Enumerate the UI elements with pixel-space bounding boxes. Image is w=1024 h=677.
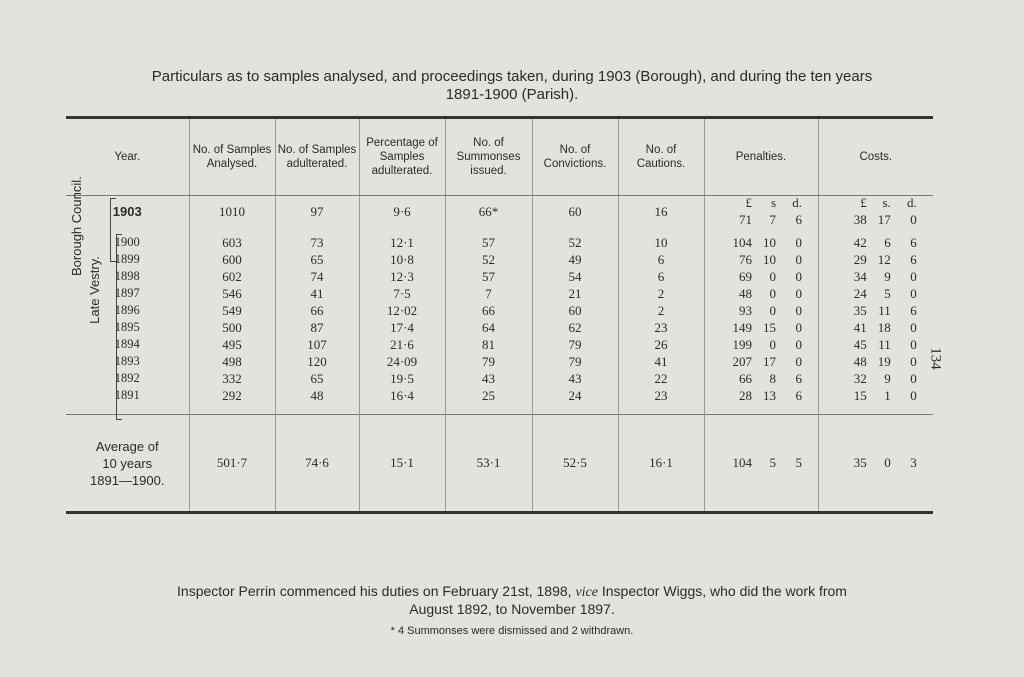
- penalty-value: [705, 370, 818, 387]
- cell-convictions: 54: [532, 268, 618, 285]
- shilling-unit: s: [770, 195, 776, 210]
- cell-penalty: [704, 268, 818, 285]
- shillings: 9: [884, 269, 891, 284]
- penalty-value: [705, 455, 818, 471]
- table-row: [66, 228, 933, 251]
- pence: 0: [795, 320, 802, 335]
- cell-penalty: [704, 228, 818, 251]
- cell-convictions: 21: [532, 285, 618, 302]
- inspector-note-line-2: August 1892, to November 1897.: [409, 601, 615, 617]
- cell-analysed: 332: [189, 370, 275, 387]
- penalty-value: [705, 336, 818, 353]
- pounds: 48: [739, 286, 752, 301]
- header-cautions: No. of Cautions.: [618, 118, 704, 196]
- header-costs: Costs.: [818, 118, 933, 196]
- cell-analysed: 549: [189, 302, 275, 319]
- average-label-line-1: Average of: [95, 438, 159, 454]
- pound-unit: £: [860, 195, 867, 210]
- pence: 5: [795, 455, 802, 470]
- cell-cautions: 6: [618, 251, 704, 268]
- year-cell: [66, 336, 189, 353]
- pence: 0: [910, 286, 917, 301]
- cell-cautions: 2: [618, 285, 704, 302]
- pounds: 66: [739, 371, 752, 386]
- year-value: 1899: [114, 252, 140, 266]
- shillings: 10: [763, 252, 776, 267]
- pence: 6: [795, 388, 802, 403]
- cell-cautions: 16·1: [618, 415, 704, 513]
- cell-cautions: 41: [618, 353, 704, 370]
- cell-adulterated: 41: [275, 285, 359, 302]
- pence: 0: [910, 388, 917, 403]
- cost-value: [819, 302, 934, 319]
- pounds: 38: [853, 212, 867, 227]
- cell-analysed: 495: [189, 336, 275, 353]
- pence: 0: [910, 354, 917, 369]
- pence: 0: [910, 269, 917, 284]
- shillings: 7: [769, 212, 776, 227]
- cost-value: [819, 268, 934, 285]
- pounds: 15: [853, 388, 867, 403]
- cell-analysed: 602: [189, 268, 275, 285]
- cost-value: [819, 455, 934, 471]
- shillings: 19: [877, 354, 891, 369]
- cell-adulterated: 74·6: [275, 415, 359, 513]
- shillings: 10: [763, 235, 776, 250]
- header-year: Year.: [66, 118, 189, 196]
- table-title: [60, 68, 964, 104]
- year-cell: [66, 319, 189, 336]
- average-label: [66, 438, 189, 489]
- cell-percentage: 16·4: [359, 387, 445, 415]
- shillings: 0: [769, 269, 776, 284]
- cell-analysed: 501·7: [189, 415, 275, 513]
- table-row: [66, 336, 933, 353]
- cell-adulterated: 48: [275, 387, 359, 415]
- cell-adulterated: 73: [275, 228, 359, 251]
- cost-units: [819, 196, 934, 210]
- cell-analysed: 603: [189, 228, 275, 251]
- cell-adulterated: 87: [275, 319, 359, 336]
- year-cell: [66, 285, 189, 302]
- penalty-value: [705, 251, 818, 268]
- shillings: 8: [769, 371, 776, 386]
- cell-penalty: [704, 302, 818, 319]
- cell-penalty: [704, 387, 818, 415]
- pence: 0: [910, 337, 917, 352]
- cell-analysed: 546: [189, 285, 275, 302]
- cell-convictions: 79: [532, 336, 618, 353]
- cost-value: [819, 234, 934, 251]
- pounds: 207: [732, 354, 752, 369]
- cell-penalty: [704, 415, 818, 513]
- year-value: 1897: [114, 286, 140, 300]
- year-cell: [66, 370, 189, 387]
- cell-percentage: 24·09: [359, 353, 445, 370]
- cell-summonses: 52: [445, 251, 532, 268]
- cost-value: [819, 319, 934, 336]
- penalty-value: [705, 212, 818, 228]
- cell-percentage: 12·1: [359, 228, 445, 251]
- cell-convictions: 60: [532, 302, 618, 319]
- cell-percentage: 21·6: [359, 336, 445, 353]
- pence: 0: [795, 269, 802, 284]
- year-value: 1900: [114, 235, 140, 249]
- pence: 6: [910, 252, 917, 267]
- cell-cautions: 26: [618, 336, 704, 353]
- average-label-line-2: 10 years: [102, 455, 153, 471]
- pence: 3: [910, 455, 917, 470]
- cell-adulterated: 120: [275, 353, 359, 370]
- pounds: 35: [853, 455, 867, 470]
- cell-percentage: 17·4: [359, 319, 445, 336]
- pence: 6: [910, 303, 917, 318]
- pounds: 48: [853, 354, 867, 369]
- cell-adulterated: 65: [275, 370, 359, 387]
- year-cell: [66, 302, 189, 319]
- pence: 0: [795, 337, 802, 352]
- cell-cost: [818, 319, 933, 336]
- shillings: 1: [884, 388, 891, 403]
- pounds: 71: [739, 212, 752, 227]
- pence: 0: [795, 354, 802, 369]
- pence-unit: d.: [792, 195, 802, 210]
- shillings: 13: [763, 388, 776, 403]
- cost-value: [819, 387, 934, 404]
- pence: 6: [910, 235, 917, 250]
- pounds: 41: [853, 320, 867, 335]
- table-row: [66, 302, 933, 319]
- average-section: [66, 415, 933, 513]
- cell-percentage: 15·1: [359, 415, 445, 513]
- title-line-2: 1891-1900 (Parish).: [445, 86, 579, 103]
- shillings: 11: [878, 337, 891, 352]
- pounds: 104: [732, 455, 752, 470]
- average-label-line-3: 1891—1900.: [90, 472, 165, 488]
- header-percentage: Percentage of Samples adulterated.: [359, 118, 445, 196]
- cell-cautions: 6: [618, 268, 704, 285]
- header-analysed: No. of Samples Analysed.: [189, 118, 275, 196]
- cell-penalty: [704, 370, 818, 387]
- pound-unit: £: [745, 195, 752, 210]
- cell-analysed: 500: [189, 319, 275, 336]
- pounds: 24: [853, 286, 867, 301]
- cell-penalty: [704, 353, 818, 370]
- year-cell: [66, 251, 189, 268]
- cell-convictions: 79: [532, 353, 618, 370]
- pounds: 104: [732, 235, 752, 250]
- cell-adulterated: 65: [275, 251, 359, 268]
- cell-penalty: [704, 336, 818, 353]
- shillings: 17: [763, 354, 776, 369]
- cell-penalty: [704, 251, 818, 268]
- pounds: 76: [739, 252, 752, 267]
- cell-cautions: 23: [618, 387, 704, 415]
- header-penalties: Penalties.: [704, 118, 818, 196]
- year-value: 1896: [114, 303, 140, 317]
- average-row: [66, 415, 933, 513]
- average-label-cell: [66, 415, 189, 513]
- pence-unit: d.: [907, 195, 917, 210]
- year-cell: [66, 268, 189, 285]
- cell-convictions: 60: [532, 196, 618, 229]
- pounds: 93: [739, 303, 752, 318]
- table-row: [66, 285, 933, 302]
- cell-percentage: 12·02: [359, 302, 445, 319]
- cell-cost: [818, 370, 933, 387]
- pence: 0: [910, 212, 917, 227]
- shillings: 17: [877, 212, 891, 227]
- pounds: 45: [853, 337, 867, 352]
- cell-summonses: 66: [445, 302, 532, 319]
- cell-cautions: 22: [618, 370, 704, 387]
- borough-council-label: Borough Council.: [69, 176, 84, 276]
- pounds: 35: [853, 303, 867, 318]
- cell-summonses: 57: [445, 228, 532, 251]
- table-row: [66, 353, 933, 370]
- cell-analysed: 1010: [189, 196, 275, 229]
- cell-summonses: 79: [445, 353, 532, 370]
- shillings: 5: [884, 286, 891, 301]
- cell-summonses: 66*: [445, 196, 532, 229]
- year-value: 1894: [114, 337, 140, 351]
- cell-cost: [818, 415, 933, 513]
- shillings: 0: [769, 286, 776, 301]
- note-prefix: Inspector Perrin commenced his duties on February 21st, 1898,: [177, 583, 572, 599]
- cell-cost: [818, 353, 933, 370]
- shillings: 6: [884, 235, 891, 250]
- shillings: 12: [877, 252, 891, 267]
- cell-cautions: 10: [618, 228, 704, 251]
- table-row: [66, 268, 933, 285]
- year-1903: 1903: [112, 204, 142, 219]
- pence: 0: [795, 252, 802, 267]
- penalty-value: [705, 353, 818, 370]
- pence: 6: [795, 371, 802, 386]
- shillings: 18: [877, 320, 891, 335]
- inspector-note-line-1: [60, 583, 964, 601]
- shillings: 5: [769, 455, 776, 470]
- cell-cost: [818, 268, 933, 285]
- header-adulterated: No. of Samples adulterated.: [275, 118, 359, 196]
- cell-adulterated: 107: [275, 336, 359, 353]
- pounds: 69: [739, 269, 752, 284]
- note-vice: vice: [575, 585, 598, 600]
- cell-percentage: 7·5: [359, 285, 445, 302]
- vestry-section: [66, 228, 933, 415]
- cell-cost: [818, 336, 933, 353]
- shillings: 11: [878, 303, 891, 318]
- cell-cost: [818, 285, 933, 302]
- cell-analysed: 498: [189, 353, 275, 370]
- year-value: 1898: [114, 269, 140, 283]
- cell-convictions: 52·5: [532, 415, 618, 513]
- year-value: 1893: [114, 354, 140, 368]
- cell-convictions: 52: [532, 228, 618, 251]
- cell-cautions: 23: [618, 319, 704, 336]
- pounds: 28: [739, 388, 752, 403]
- table-row: [66, 387, 933, 415]
- pence: 0: [795, 303, 802, 318]
- cell-adulterated: 74: [275, 268, 359, 285]
- shillings: 0: [884, 455, 891, 470]
- pence: 6: [795, 212, 802, 227]
- cell-summonses: 7: [445, 285, 532, 302]
- cell-percentage: 9·6: [359, 196, 445, 229]
- pounds: 32: [853, 371, 867, 386]
- samples-table: [66, 116, 933, 514]
- cost-value: [819, 285, 934, 302]
- cell-adulterated: 66: [275, 302, 359, 319]
- penalty-value: [705, 234, 818, 251]
- cost-value: [819, 336, 934, 353]
- pounds: 149: [732, 320, 752, 335]
- note-suffix: Inspector Wiggs, who did the work from: [601, 583, 847, 599]
- penalty-value: [705, 302, 818, 319]
- penalty-units: [705, 196, 818, 210]
- cell-convictions: 62: [532, 319, 618, 336]
- pence: 0: [795, 235, 802, 250]
- summons-footnote: * 4 Summonses were dismissed and 2 withdrawn.: [390, 625, 634, 637]
- pence: 0: [910, 320, 917, 335]
- cell-analysed: 600: [189, 251, 275, 268]
- year-value: 1892: [114, 371, 140, 385]
- cell-analysed: 292: [189, 387, 275, 415]
- cell-adulterated: 97: [275, 196, 359, 229]
- cost-value: [819, 251, 934, 268]
- shillings: 0: [769, 303, 776, 318]
- cell-convictions: 49: [532, 251, 618, 268]
- cost-value: [819, 370, 934, 387]
- penalty-value: [705, 319, 818, 336]
- table-row: [66, 319, 933, 336]
- cell-cost: [818, 387, 933, 415]
- cell-summonses: 25: [445, 387, 532, 415]
- cell-percentage: 19·5: [359, 370, 445, 387]
- header-convictions: No. of Convictions.: [532, 118, 618, 196]
- table-row: [66, 251, 933, 268]
- shilling-unit: s.: [882, 195, 891, 210]
- cell-penalty: [704, 196, 818, 229]
- cell-penalty: [704, 285, 818, 302]
- page-number: 134: [927, 347, 944, 370]
- cell-cautions: 2: [618, 302, 704, 319]
- cell-summonses: 53·1: [445, 415, 532, 513]
- penalty-value: [705, 285, 818, 302]
- inspector-note: [60, 583, 964, 618]
- cell-cost: [818, 251, 933, 268]
- shillings: 9: [884, 371, 891, 386]
- cost-value: [819, 212, 934, 228]
- cell-convictions: 24: [532, 387, 618, 415]
- cell-summonses: 43: [445, 370, 532, 387]
- table-row: [66, 196, 933, 229]
- cell-percentage: 12·3: [359, 268, 445, 285]
- penalty-value: [705, 387, 818, 404]
- pounds: 199: [732, 337, 752, 352]
- shillings: 15: [763, 320, 776, 335]
- cost-value: [819, 353, 934, 370]
- pence: 0: [910, 371, 917, 386]
- year-value: 1891: [114, 388, 140, 402]
- pounds: 42: [853, 235, 867, 250]
- cell-cost: [818, 228, 933, 251]
- cell-convictions: 43: [532, 370, 618, 387]
- cell-cautions: 16: [618, 196, 704, 229]
- cell-percentage: 10·8: [359, 251, 445, 268]
- cell-cost: [818, 302, 933, 319]
- year-value: 1895: [114, 320, 140, 334]
- penalty-value: [705, 268, 818, 285]
- shillings: 0: [769, 337, 776, 352]
- cell-summonses: 81: [445, 336, 532, 353]
- cell-cost: [818, 196, 933, 229]
- title-line-1: Particulars as to samples analysed, and proceedings taken, during 1903 (Borough), and during the ten years: [151, 68, 873, 85]
- table-row: [66, 370, 933, 387]
- cell-penalty: [704, 319, 818, 336]
- header-row: [66, 118, 933, 196]
- cell-summonses: 64: [445, 319, 532, 336]
- header-summonses: No. of Summonses issued.: [445, 118, 532, 196]
- pence: 0: [795, 286, 802, 301]
- pounds: 29: [853, 252, 867, 267]
- year-cell: [66, 353, 189, 370]
- pounds: 34: [853, 269, 867, 284]
- late-vestry-label: Late Vestry.: [87, 256, 102, 324]
- cell-summonses: 57: [445, 268, 532, 285]
- year-cell: [66, 387, 189, 415]
